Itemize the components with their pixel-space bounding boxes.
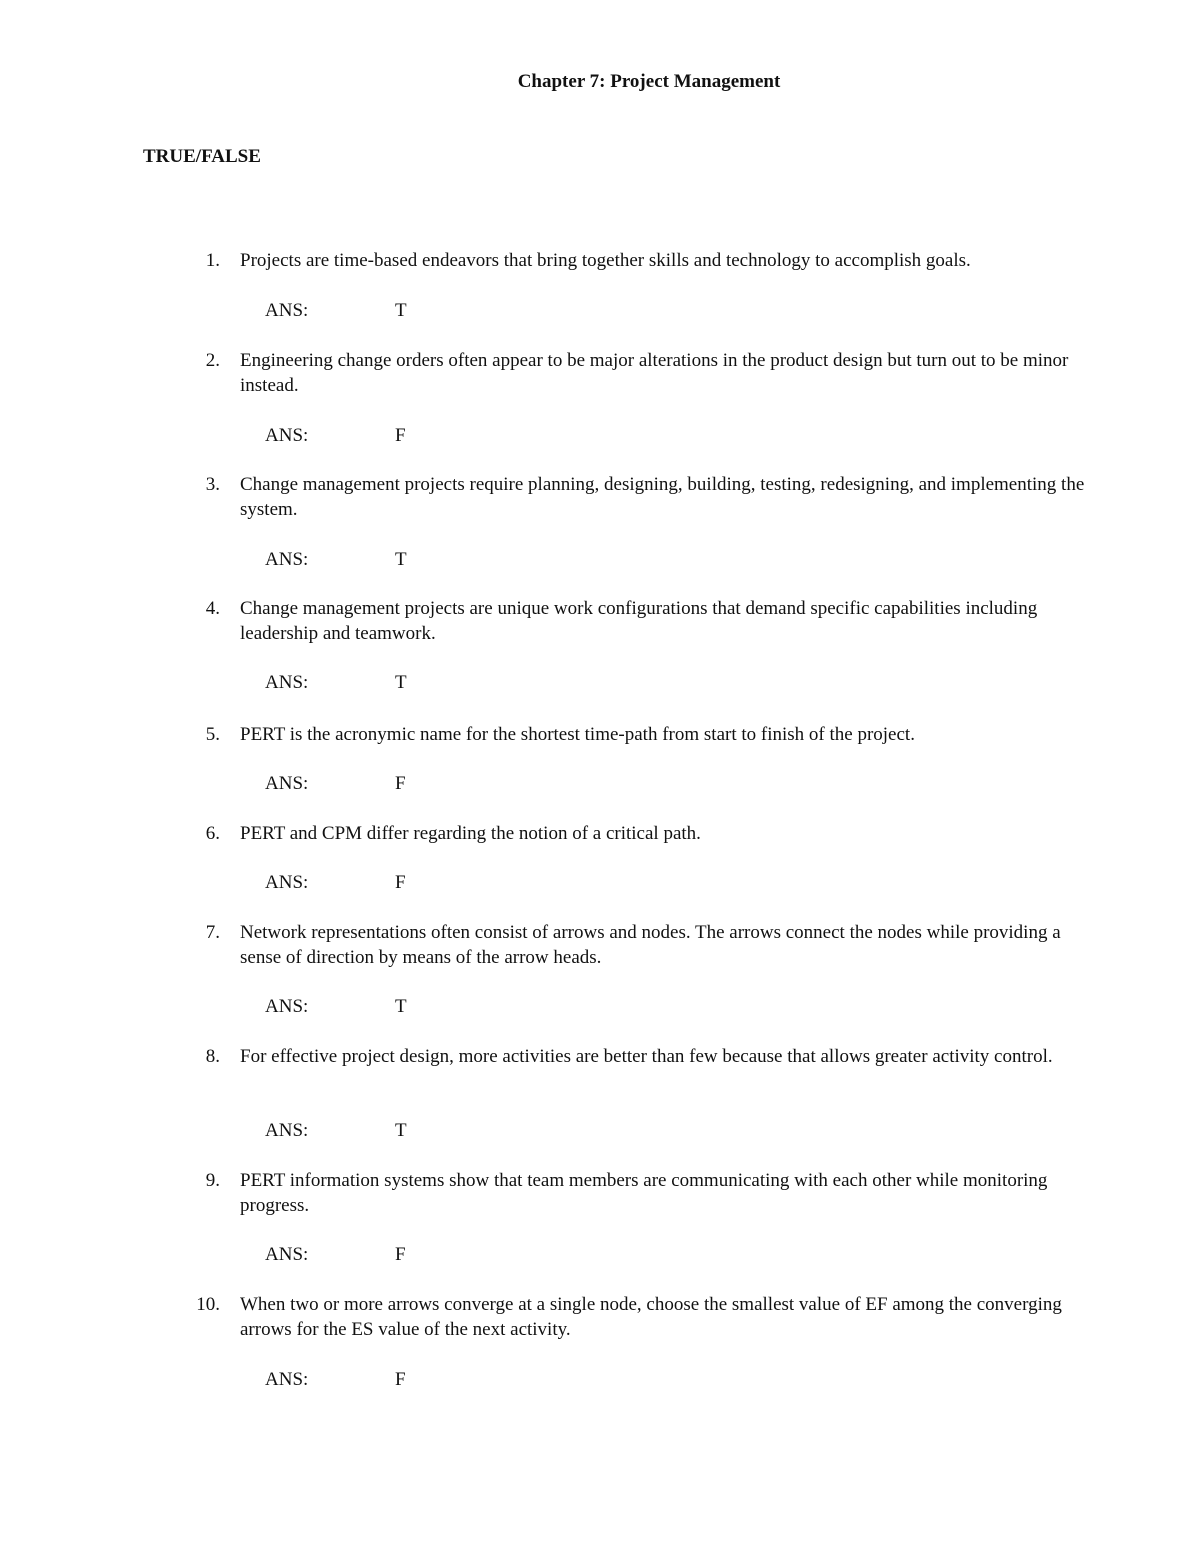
- answer-label: ANS:: [265, 1244, 309, 1265]
- answer-value: T: [395, 300, 407, 321]
- question-number: 6.: [205, 823, 220, 844]
- question-number: 5.: [205, 724, 220, 745]
- question-text: PERT is the acronymic name for the shortest time-path from start to finish of the project.: [240, 724, 915, 745]
- answer-label: ANS:: [265, 300, 309, 321]
- page-title: Chapter 7: Project Management: [517, 71, 781, 92]
- question-text: For effective project design, more activities are better than few because that allows greater activity control.: [240, 1046, 1053, 1067]
- question-text: Network representations often consist of arrows and nodes. The arrows connect the nodes while providing a sense of direction by means of the arrow heads.: [240, 922, 1061, 968]
- question-number: 1.: [205, 250, 220, 271]
- answer-label: ANS:: [265, 425, 309, 446]
- answer-value: F: [395, 1244, 406, 1265]
- question-number: 10.: [196, 1294, 220, 1315]
- question-text: When two or more arrows converge at a single node, choose the smallest value of EF among the converging arrows for the ES value of the next activity.: [240, 1294, 1062, 1340]
- answer-value: F: [395, 1369, 406, 1390]
- answer-value: F: [395, 872, 406, 893]
- question-text: Change management projects require planning, designing, building, testing, redesigning, and implementing the system.: [240, 474, 1085, 520]
- question-number: 3.: [205, 474, 220, 495]
- question-text: PERT and CPM differ regarding the notion of a critical path.: [240, 823, 701, 844]
- answer-value: T: [395, 996, 407, 1017]
- answer-value: T: [395, 1120, 407, 1141]
- answer-label: ANS:: [265, 1369, 309, 1390]
- question-text: Engineering change orders often appear to be major alterations in the product design but turn out to be minor instead.: [240, 350, 1069, 396]
- question-text: Projects are time-based endeavors that bring together skills and technology to accomplish goals.: [240, 250, 971, 271]
- question-number: 8.: [205, 1046, 220, 1067]
- answer-label: ANS:: [265, 872, 309, 893]
- question-number: 2.: [205, 350, 220, 371]
- answer-label: ANS:: [265, 672, 309, 693]
- question-number: 7.: [205, 922, 220, 943]
- question-text: Change management projects are unique work configurations that demand specific capabilities including leadership and teamwork.: [240, 598, 1038, 644]
- answer-value: F: [395, 773, 406, 794]
- answer-value: F: [395, 425, 406, 446]
- question-number: 9.: [205, 1170, 220, 1191]
- answer-label: ANS:: [265, 549, 309, 570]
- answer-label: ANS:: [265, 996, 309, 1017]
- question-number: 4.: [205, 598, 220, 619]
- answer-value: T: [395, 549, 407, 570]
- section-heading: TRUE/FALSE: [143, 146, 261, 167]
- answer-label: ANS:: [265, 1120, 309, 1141]
- answer-label: ANS:: [265, 773, 309, 794]
- question-text: PERT information systems show that team members are communicating with each other while monitoring progress.: [240, 1170, 1048, 1216]
- answer-value: T: [395, 672, 407, 693]
